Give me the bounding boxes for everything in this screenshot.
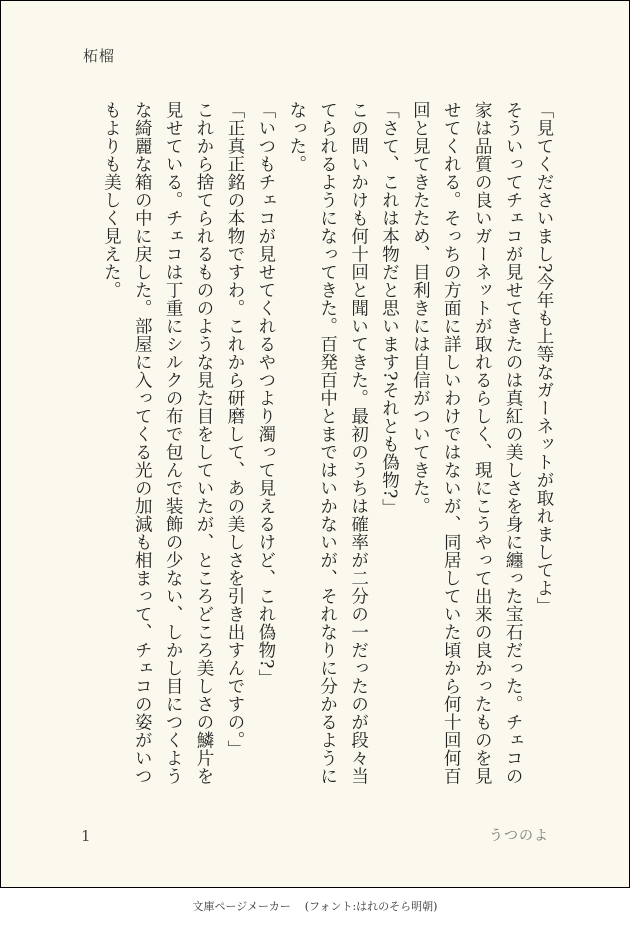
paragraph: 「見てくださいまし?今年も上等なガーネットが取れましてよ」 [534,101,554,615]
paragraph: 「いつもチェコが見せてくれるやつより濁って見えるけど、これ偽物?」 [255,101,276,687]
paragraph: これから捨てられるもののような見た目をしていたが、ところどころ美しさの鱗片を見せている。チェコは丁重にシルクの布で包んで装飾の少ない、しかし目につくような綺麗な箱の中に戻した。部屋に入ってくる光の加減も相まって、チェコの姿がいつもよりも美しく見えた。 [101,101,215,785]
footer [0,898,630,914]
app-name: 文庫ページメーカー [192,900,291,913]
body-text [95,101,559,801]
paragraph: この問いかけも何十回と聞いてきた。最初のうちは確率が二分の一だったのが段々当てられるようになってきた。百発百中とまではいかないが、それなりに分かるようになった。 [286,101,369,785]
page-number: 1 [81,827,91,845]
author-name: うつのよ [489,828,549,844]
paragraph: 「正真正銘の本物ですわ。これから研磨して、あの美しさを引き出すんですの。」 [224,101,245,759]
font-note: (フォント:はれのそら明朝) [304,900,438,913]
paragraph: そういってチェコが見せてきたのは真紅の美しさを身に纏った宝石だった。チェコの家は品質の良いガーネットが取れるらしく、現にこうやって出来の良かったものを見せてくれる。そっちの方面に詳しいわけではないが、同居していた頃から何十回何百回と見てきたため、目利きには自信がついてきた。 [410,101,524,785]
section-title: 柘榴 [83,47,116,65]
paragraph: 「さて、これは本物だと思います?それとも偽物?」 [379,101,400,517]
